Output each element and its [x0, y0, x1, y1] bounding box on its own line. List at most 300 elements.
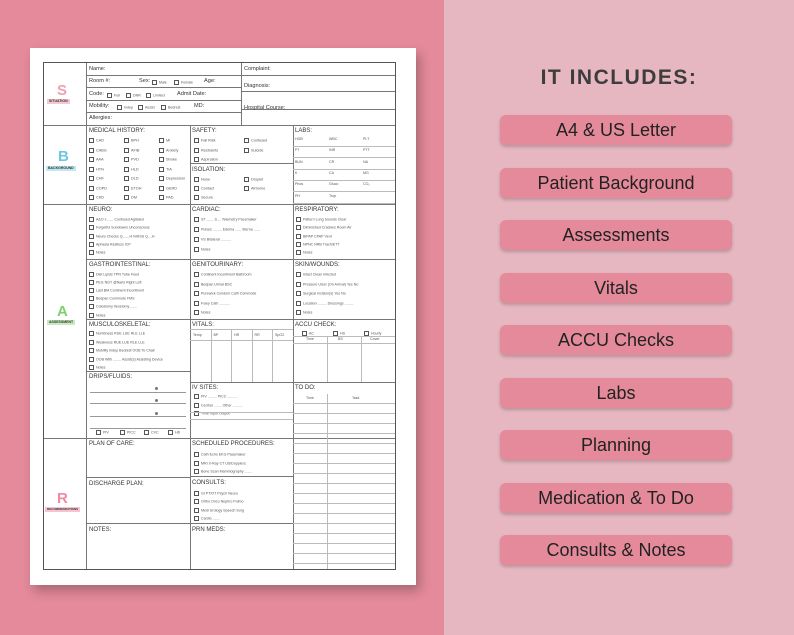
todo-col-header: Task	[352, 396, 360, 400]
feature-pill: Assessments	[500, 220, 732, 250]
background-label: BACKGROUND	[48, 166, 74, 170]
consult-item[interactable]	[194, 499, 244, 504]
assist-option[interactable]: Assist	[138, 105, 155, 110]
recommendation-label: RECOMMENDATIONS	[47, 507, 79, 511]
checkbox[interactable]	[194, 148, 199, 153]
vitals-col-header: HR	[234, 333, 240, 337]
checkbox[interactable]	[89, 272, 94, 277]
cardiac_items-item[interactable]	[194, 247, 210, 252]
skin_items-item[interactable]	[296, 272, 336, 277]
checkbox[interactable]	[194, 516, 199, 521]
checkbox[interactable]	[89, 296, 94, 301]
mh-item[interactable]	[124, 186, 141, 191]
checkbox-label: Foley Cath ...........	[201, 300, 231, 305]
checkbox[interactable]	[124, 195, 129, 200]
checkbox[interactable]	[89, 167, 94, 172]
mh-item[interactable]	[159, 157, 177, 162]
checkbox-label: A&O x ...... Confused Agitated	[96, 217, 144, 222]
checkbox[interactable]	[194, 394, 199, 399]
checkbox[interactable]	[194, 403, 199, 408]
checkbox[interactable]	[159, 148, 164, 153]
mh-item[interactable]	[124, 195, 137, 200]
msk_items-item[interactable]	[89, 357, 163, 362]
accu-col-header: Time	[306, 337, 314, 341]
lab-name: HGB	[295, 137, 303, 141]
msk_items-item[interactable]	[89, 348, 155, 353]
checkbox[interactable]	[296, 291, 301, 296]
neuro-heading: NEURO:	[89, 207, 113, 213]
respiratory-heading: RESPIRATORY:	[295, 207, 339, 213]
checkbox[interactable]	[194, 282, 199, 287]
vitals-row-line	[190, 329, 293, 330]
checkbox-label: CHF	[96, 176, 104, 181]
neuro_items-item[interactable]	[89, 217, 144, 222]
checkbox-label: NPNC NRB Trach/ETT	[303, 242, 340, 247]
checkbox[interactable]	[194, 237, 199, 242]
procedure-item[interactable]	[194, 461, 246, 466]
checkbox-label: Airborne	[251, 186, 266, 191]
checkbox[interactable]	[124, 138, 129, 143]
mh-item[interactable]	[124, 176, 139, 181]
checkbox-label: Location ......... Dressings .........	[303, 300, 354, 305]
background-letter: B	[58, 148, 69, 165]
checkbox-label: AFIB	[131, 148, 140, 152]
checkbox[interactable]	[194, 177, 199, 182]
checkbox-label: Purewick Condom Cath Commode	[201, 291, 257, 296]
checkbox-label: VS Bilateral ..........	[201, 237, 231, 242]
checkbox-label: OOB With ........ Assist(s) Assisting Device	[96, 357, 163, 362]
checkbox[interactable]	[194, 310, 199, 315]
accu-col-header: Cover	[370, 337, 380, 341]
checkbox[interactable]	[159, 176, 164, 181]
mh-item[interactable]	[89, 167, 104, 172]
checkbox-label: Medi Urology Speech Surg	[201, 508, 244, 513]
mh-item[interactable]	[124, 148, 139, 153]
checkbox[interactable]	[296, 282, 301, 287]
gi_items-item[interactable]	[89, 288, 144, 293]
gi_items-item[interactable]	[89, 272, 139, 277]
checkbox[interactable]	[194, 138, 199, 143]
neuro_items-item[interactable]	[89, 234, 155, 239]
checkbox[interactable]	[120, 430, 125, 435]
checkbox[interactable]	[89, 186, 94, 191]
checkbox[interactable]	[89, 348, 94, 353]
feature-pill: Planning	[500, 430, 732, 460]
checkbox-label: Pulses ......... Edema ...... Sterna ......	[201, 227, 260, 232]
lab-name: Trop	[329, 193, 337, 198]
checkbox[interactable]	[159, 138, 164, 143]
lab-name: CA	[329, 170, 334, 175]
checkbox[interactable]	[159, 167, 164, 172]
procedure-item[interactable]	[194, 452, 246, 457]
mh-item[interactable]	[89, 148, 107, 153]
indep-option[interactable]: Indep	[117, 105, 133, 110]
checkbox[interactable]	[89, 288, 94, 293]
checkbox[interactable]	[194, 452, 199, 457]
mh-item[interactable]	[159, 186, 177, 191]
cardiac_items-item[interactable]	[194, 217, 257, 222]
safety-item[interactable]	[244, 138, 267, 143]
checkbox-label: Numbness RUE LUE RLE LLE	[96, 331, 146, 336]
checkbox-label: Notes	[303, 250, 313, 255]
checkbox[interactable]	[96, 430, 101, 435]
checkbox-label: Notes	[96, 250, 106, 255]
checkbox[interactable]	[194, 247, 199, 252]
admit-date-label: Admit Date:	[177, 91, 207, 97]
notes-heading: NOTES:	[89, 527, 112, 533]
msk_items-item[interactable]	[89, 340, 145, 345]
checkbox[interactable]	[89, 280, 94, 285]
checkbox-label: Notes	[96, 312, 106, 317]
checkbox[interactable]	[89, 217, 94, 222]
checkbox[interactable]	[194, 491, 199, 496]
neuro_items-item[interactable]	[89, 250, 105, 255]
full-code-option[interactable]: Full	[107, 93, 120, 98]
gu_items-item[interactable]	[194, 282, 232, 287]
lab-name: K	[295, 170, 298, 175]
allergies-label: Allergies:	[89, 115, 113, 121]
checkbox[interactable]	[244, 148, 249, 153]
mh-item[interactable]	[89, 176, 104, 181]
safety-heading: SAFETY:	[192, 128, 217, 134]
todo-row-line	[293, 473, 395, 474]
resp_items-item[interactable]	[296, 225, 352, 230]
skin_items-item[interactable]	[296, 310, 312, 315]
safety-item[interactable]	[244, 148, 263, 153]
checkbox[interactable]	[194, 508, 199, 513]
resp_items-item[interactable]	[296, 250, 312, 255]
iv-item[interactable]	[194, 394, 237, 399]
gi_items-item[interactable]	[89, 296, 135, 301]
checkbox-label: Fall Risk	[201, 138, 216, 143]
checkbox-label: Secure	[201, 195, 214, 200]
checkbox-label: Anxiety	[166, 148, 179, 152]
checkbox[interactable]	[296, 242, 301, 247]
code-label: Code:	[89, 91, 104, 97]
checkbox-label: PEG NGT @Naris Right Left	[96, 280, 142, 285]
checkbox[interactable]	[89, 331, 94, 336]
checkbox-label: Pattern Lung Sounds Clear	[303, 217, 347, 222]
todo-row-line	[293, 493, 395, 494]
consults-heading: CONSULTS:	[192, 480, 226, 486]
checkbox[interactable]	[89, 195, 94, 200]
situation-letter: S	[57, 82, 68, 99]
gu_items-item[interactable]	[194, 310, 210, 315]
checkbox[interactable]	[124, 148, 129, 153]
checkbox[interactable]	[144, 430, 149, 435]
drip-line	[90, 428, 186, 429]
checkbox-label: HD	[175, 430, 181, 435]
checkbox-label: Suicide	[251, 148, 264, 152]
checkbox-label: Notes	[201, 247, 211, 252]
checkbox[interactable]	[194, 217, 199, 222]
lab-name: PT	[295, 148, 300, 153]
drip-marker	[155, 399, 158, 402]
todo-row-line	[293, 533, 395, 534]
checkbox[interactable]	[194, 461, 199, 466]
mh-item[interactable]	[89, 157, 104, 162]
isolation-item[interactable]	[194, 177, 210, 182]
checkbox-label: Bedpan Urinal BSC	[201, 281, 233, 286]
skin_items-item[interactable]	[296, 282, 358, 287]
checkbox-label: ETOH	[131, 186, 142, 190]
checkbox-label: Restraints	[201, 148, 219, 152]
female-option[interactable]: Female	[174, 80, 193, 85]
checkbox[interactable]	[296, 272, 301, 277]
checkbox-label: Confused	[251, 138, 268, 143]
checkbox[interactable]	[124, 167, 129, 172]
checkbox[interactable]	[89, 234, 94, 239]
gu_items-item[interactable]	[194, 291, 256, 296]
md-label: MD:	[194, 103, 205, 109]
vitals-col-line	[272, 329, 273, 382]
checkbox[interactable]	[194, 301, 199, 306]
accu-check-heading: ACCU CHECK:	[295, 322, 337, 328]
checkbox[interactable]	[194, 499, 199, 504]
checkbox-label: MI	[166, 138, 171, 143]
checkbox-label: PICC	[127, 430, 136, 435]
prn-meds-heading: PRN MEDS:	[192, 527, 226, 533]
checkbox[interactable]	[194, 291, 199, 296]
checkbox-label: GERD	[166, 186, 177, 190]
procedure-item[interactable]	[194, 469, 252, 474]
checkbox-label: Diet Lipids TPN Tube Feed	[96, 272, 140, 277]
isolation-item[interactable]	[244, 186, 265, 191]
feature-pill: ACCU Checks	[500, 325, 732, 355]
checkbox[interactable]	[89, 225, 94, 230]
iv-row-line	[190, 419, 293, 420]
gi_items-item[interactable]	[89, 313, 105, 318]
checkbox-label: AC	[309, 331, 314, 336]
checkbox-label: COPD	[96, 186, 107, 190]
checkbox[interactable]	[296, 217, 301, 222]
lab-name: NA	[363, 159, 368, 164]
drip-option[interactable]	[96, 430, 109, 435]
male-option[interactable]: Male	[152, 80, 167, 85]
discharge-heading: DISCHARGE PLAN:	[89, 481, 144, 487]
resp_items-item[interactable]	[296, 242, 340, 247]
checkbox-label: Mobility Indep Bedrest OOB To Chair	[96, 348, 155, 353]
lab-name: MG	[363, 170, 369, 175]
checkbox-label: TIA	[166, 167, 172, 171]
limited-option[interactable]: Limited	[146, 93, 165, 98]
checkbox[interactable]	[89, 304, 94, 309]
feature-pill: A4 & US Letter	[500, 115, 732, 145]
checkbox[interactable]	[159, 195, 164, 200]
isolation-item[interactable]	[244, 177, 263, 182]
lab-name: PH	[295, 193, 300, 198]
checkbox-label: Notes	[303, 310, 313, 315]
checkbox[interactable]	[159, 186, 164, 191]
medical-history-heading: MEDICAL HISTORY:	[89, 128, 145, 134]
todo-row-line	[293, 443, 395, 444]
checkbox[interactable]	[168, 430, 173, 435]
msk-heading: MUSCULOSKELETAL:	[89, 322, 151, 328]
recommendation-letter: R	[57, 490, 68, 507]
vitals-row-line	[190, 340, 293, 341]
accu-row-line	[293, 343, 395, 344]
isolation-item[interactable]	[194, 195, 213, 200]
lab-name: Gluco	[329, 182, 339, 187]
vitals-col-header: Temp	[193, 333, 202, 337]
checkbox[interactable]	[194, 469, 199, 474]
skin_items-item[interactable]	[296, 291, 346, 296]
labs-row-line	[293, 191, 395, 192]
checkbox[interactable]	[89, 365, 94, 370]
msk_items-item[interactable]	[89, 331, 145, 336]
todo-row-line	[293, 453, 395, 454]
checkbox[interactable]	[159, 157, 164, 162]
checkbox[interactable]	[89, 157, 94, 162]
neuro_items-item[interactable]	[89, 242, 131, 247]
checkbox[interactable]	[89, 176, 94, 181]
consult-item[interactable]	[194, 516, 220, 521]
mh-item[interactable]	[89, 138, 104, 143]
checkbox[interactable]	[194, 157, 199, 162]
mh-item[interactable]	[159, 195, 174, 200]
gi_items-item[interactable]	[89, 304, 137, 309]
labs-heading: LABS:	[295, 128, 313, 134]
assessment-letter: A	[57, 303, 68, 320]
checkbox-label: Forgetful Sundowns Unconscious	[96, 225, 150, 230]
checkbox[interactable]	[89, 250, 94, 255]
mh-item[interactable]	[124, 138, 139, 143]
consult-item[interactable]	[194, 508, 244, 513]
cardiac_items-item[interactable]	[194, 237, 231, 242]
checkbox[interactable]	[124, 157, 129, 162]
checkbox[interactable]	[296, 234, 301, 239]
vitals-col-header: BP	[213, 333, 219, 337]
mh-item[interactable]	[89, 186, 107, 191]
checkbox-label: HLD	[131, 167, 139, 171]
checkbox[interactable]	[89, 242, 94, 247]
checkbox-label: Surgical Incision(s) Yes No	[303, 291, 346, 296]
room-label: Room #:	[89, 78, 111, 84]
checkbox-label: CABG	[96, 148, 107, 152]
checkbox[interactable]	[89, 357, 94, 362]
drip-marker	[155, 387, 158, 390]
checkbox-label: CKD	[96, 195, 105, 200]
checkbox-label: Colostomy Ileostomy .......	[96, 304, 138, 309]
mh-item[interactable]	[124, 167, 139, 172]
mh-item[interactable]	[89, 195, 104, 200]
sbar-form	[43, 62, 396, 570]
gu_items-item[interactable]	[194, 301, 230, 306]
hospital-course-label: Hospital Course:	[244, 105, 286, 111]
checkbox-label: BPH	[131, 138, 139, 143]
checkbox[interactable]	[244, 177, 249, 182]
checkbox[interactable]	[194, 227, 199, 232]
gu_items-item[interactable]	[194, 272, 252, 277]
safety-item[interactable]	[194, 138, 216, 143]
checkbox[interactable]	[89, 138, 94, 143]
checkbox-label: Ortho Onco Nephro Pulmo	[201, 499, 244, 504]
lab-name: CR	[329, 159, 335, 164]
lab-name: Phos	[295, 182, 304, 187]
checkbox[interactable]	[296, 301, 301, 306]
msk_items-item[interactable]	[89, 365, 105, 370]
checkbox[interactable]	[296, 310, 301, 315]
resp_items-item[interactable]	[296, 217, 346, 222]
drip-option[interactable]	[144, 430, 159, 435]
checkbox-label: PVD	[131, 157, 139, 162]
checkbox-label: Contact	[201, 186, 215, 191]
complaint-label: Complaint:	[244, 66, 271, 72]
mh-item[interactable]	[159, 138, 170, 143]
procedures-heading: SCHEDULED PROCEDURES:	[192, 441, 275, 447]
gu-heading: GENITOURINARY:	[192, 262, 244, 268]
checkbox[interactable]	[89, 148, 94, 153]
drip-option[interactable]	[120, 430, 136, 435]
checkbox-label: Droplet	[251, 177, 264, 182]
checkbox[interactable]	[89, 313, 94, 318]
resp_items-item[interactable]	[296, 234, 332, 239]
todo-row-line	[293, 433, 395, 434]
mh-item[interactable]	[159, 176, 185, 181]
checkbox-label: None	[201, 177, 211, 182]
vitals-col-header: RR	[254, 333, 260, 337]
todo-col-header: Time	[306, 396, 314, 400]
checkbox-label: Diminished Crackles Room Air	[303, 225, 352, 230]
labs-row-line	[293, 157, 395, 158]
lab-name: PLT	[363, 137, 370, 141]
checkbox[interactable]	[244, 138, 249, 143]
iv-sites-heading: IV SITES:	[192, 385, 219, 391]
lab-name: WBC	[329, 137, 338, 141]
checkbox-label: PIV	[103, 430, 109, 435]
drip-option[interactable]	[168, 430, 180, 435]
dnr-option[interactable]: DNR	[126, 93, 141, 98]
drips-heading: DRIPS/FLUIDS:	[89, 374, 133, 380]
feature-pill: Medication & To Do	[500, 483, 732, 513]
checkbox-label: Stroke	[166, 157, 177, 162]
checkbox[interactable]	[296, 250, 301, 255]
checkbox-label: Notes	[201, 310, 211, 315]
gi_items-item[interactable]	[89, 280, 142, 285]
checkbox[interactable]	[194, 186, 199, 191]
todo-row-line	[293, 553, 395, 554]
cardiac_items-item[interactable]	[194, 227, 260, 232]
checkbox[interactable]	[296, 225, 301, 230]
bedrest-option[interactable]: Bedrest	[161, 105, 180, 110]
checkbox-label: Aphasia Restless ICP	[96, 242, 131, 247]
checkbox[interactable]	[194, 272, 199, 277]
checkbox[interactable]	[124, 176, 129, 181]
consult-item[interactable]	[194, 491, 238, 496]
checkbox-label: Continent Incontinent Bathroom	[201, 272, 252, 277]
mh-item[interactable]	[124, 157, 139, 162]
iv-item[interactable]	[194, 403, 243, 408]
isolation-item[interactable]	[194, 186, 214, 191]
safety-item[interactable]	[194, 148, 218, 153]
checkbox[interactable]	[124, 186, 129, 191]
skin_items-item[interactable]	[296, 301, 354, 306]
age-label: Age:	[204, 78, 216, 84]
checkbox-label: DM	[131, 195, 137, 200]
neuro_items-item[interactable]	[89, 225, 150, 230]
labs-row-line	[293, 146, 395, 147]
mh-item[interactable]	[159, 148, 178, 153]
lab-name: INR	[329, 148, 336, 153]
checkbox[interactable]	[89, 340, 94, 345]
checkbox[interactable]	[244, 186, 249, 191]
safety-item[interactable]	[194, 157, 218, 162]
checkbox-label: HS	[340, 331, 345, 336]
checkbox[interactable]	[194, 195, 199, 200]
accu-col-header: BS	[338, 337, 343, 341]
checkbox-label: Intact Clean Infected	[303, 272, 336, 277]
mh-item[interactable]	[159, 167, 172, 172]
